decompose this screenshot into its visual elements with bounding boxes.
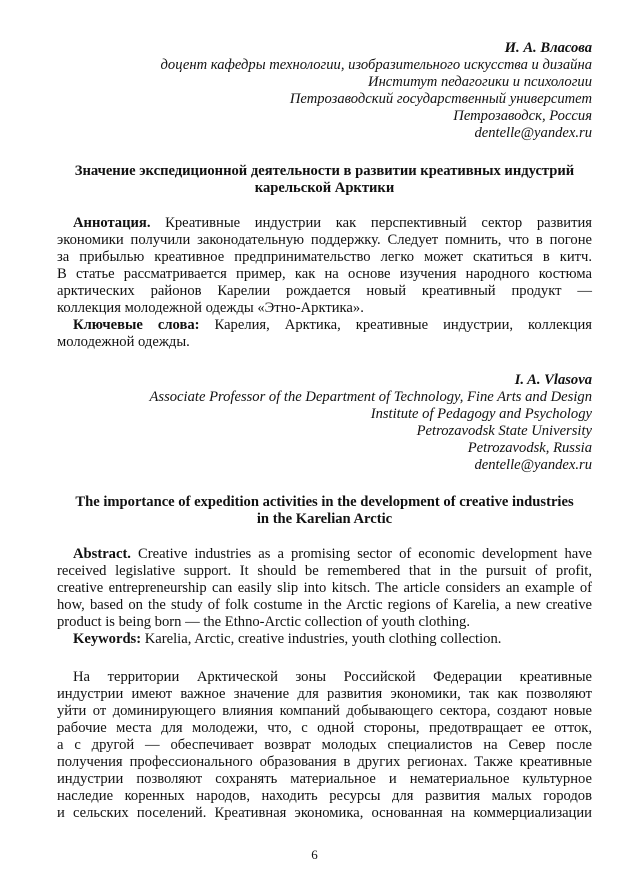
affiliation-en-institute: Institute of Pedagogy and Psychology (370, 406, 592, 422)
abstract-en-line-5: product is being born — the Ethno-Arctic collection of youth clothing. (57, 614, 470, 630)
body-line-1: На территории Арктической зоны Российской Федерации креативные (73, 669, 592, 685)
abstract-ru-label: Аннотация. (73, 215, 151, 231)
body-line-9: и сельских поселений. Креативная экономика, основанная на коммерциализации (57, 805, 592, 821)
title-en-line-2: in the Karelian Arctic (256, 511, 393, 527)
title-ru-line-2: карельской Арктики (254, 180, 395, 196)
author-name-ru: И. А. Власова (504, 40, 592, 56)
keywords-ru-line-1: Ключевые слова: Карелия, Арктика, креативные индустрии, коллекция (73, 317, 592, 333)
body-line-3: уйти от доминирующего влияния компаний добывающего сектора, создают новые (57, 703, 592, 719)
body-line-4: рабочие места для молодежи, что, с одной стороны, предотвращает ее отток, (57, 720, 592, 736)
affiliation-ru-position: доцент кафедры технологии, изобразительного искусства и дизайна (160, 57, 592, 73)
abstract-en-line-1: Abstract. Creative industries as a promising sector of economic development have (73, 546, 592, 562)
keywords-en-line: Keywords: Karelia, Arctic, creative industries, youth clothing collection. (73, 631, 502, 647)
abstract-ru-line-4: В статье рассматривается пример, как на основе изучения народного костюма (57, 266, 592, 282)
abstract-en-line-2: received legislative support. It should be remembered that in the pursuit of profit, (57, 563, 592, 579)
title-ru-line-1: Значение экспедиционной деятельности в развитии креативных индустрий (74, 163, 575, 179)
body-line-8: наследие коренных народов, находить ресурсы для развития малых городов (57, 788, 592, 804)
affiliation-en-university: Petrozavodsk State University (416, 423, 592, 439)
affiliation-en-position: Associate Professor of the Department of Technology, Fine Arts and Design (149, 389, 592, 405)
affiliation-ru-university: Петрозаводский государственный университет (289, 91, 592, 107)
body-line-5: а с другой — обеспечивает возврат молодых специалистов на Север после (57, 737, 592, 753)
abstract-ru-line-6: коллекция молодежной одежды «Этно-Арктика». (57, 300, 364, 316)
body-line-6: получения профессионального образования в других регионах. Также креативные (57, 754, 592, 770)
abstract-en-line-3: creative entrepreneurship can easily slip into kitsch. The article considers an example of (57, 580, 592, 596)
affiliation-ru-institute: Институт педагогики и психологии (368, 74, 592, 90)
keywords-ru-label: Ключевые слова: (73, 317, 200, 333)
abstract-en-line-4: how, based on the study of folk costume in the Arctic regions of Karelia, a new creative (57, 597, 592, 613)
abstract-ru-line-2: экономики получили законодательную поддержку. Следует помнить, что в погоне (57, 232, 592, 248)
title-en-line-1: The importance of expedition activities in the development of creative industries (75, 494, 574, 510)
body-line-2: индустрии имеют важное значение для развития экономики, так как позволяют (57, 686, 592, 702)
affiliation-en-email: dentelle@yandex.ru (474, 457, 592, 473)
affiliation-ru-email: dentelle@yandex.ru (474, 125, 592, 141)
author-name-en: I. A. Vlasova (514, 372, 592, 388)
page-number: 6 (311, 847, 318, 862)
keywords-ru-line-2: молодежной одежды. (57, 334, 190, 350)
abstract-ru-line-3: за прибылью креативное предпринимательство легко может скатиться в китч. (57, 249, 592, 265)
abstract-ru-line-5: арктических районов Карелии рождается новый креативный продукт — (57, 283, 592, 299)
affiliation-en-city: Petrozavodsk, Russia (467, 440, 592, 456)
keywords-en-label: Keywords: (73, 631, 142, 647)
affiliation-ru-city: Петрозаводск, Россия (453, 108, 592, 124)
abstract-ru-line-1: Аннотация. Креативные индустрии как перспективный сектор развития (73, 215, 592, 231)
abstract-en-label: Abstract. (73, 546, 131, 562)
body-line-7: индустрии позволяют сохранять материальное и нематериальное культурное (57, 771, 592, 787)
